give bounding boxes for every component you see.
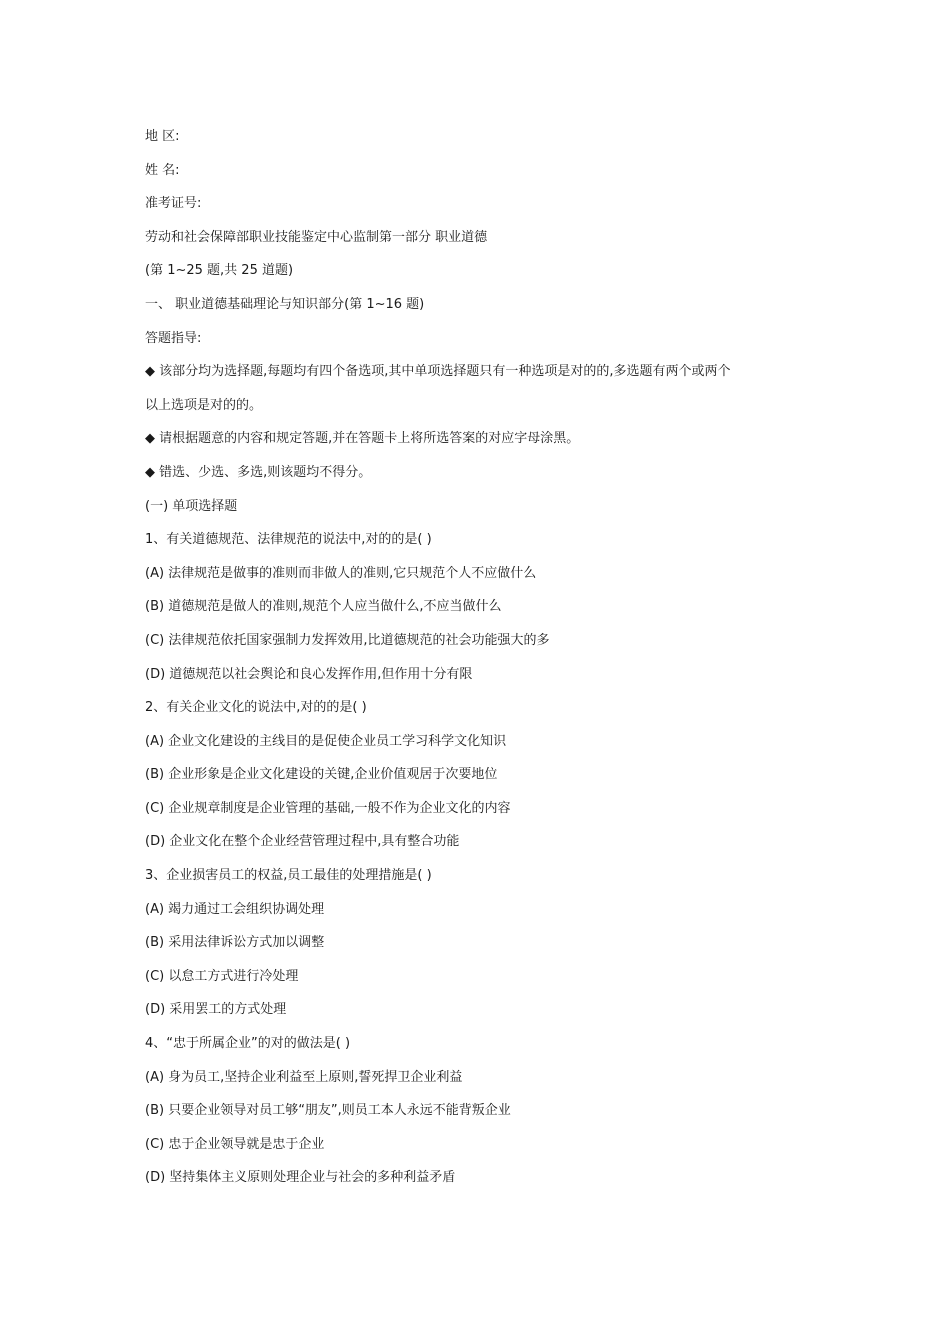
guidance-item: ◆ 请根据题意的内容和规定答题,并在答题卡上将所选答案的对应字母涂黑。 [145,431,580,447]
question-stem: 2、有关企业文化的说法中,对的的是( ) [145,700,367,716]
subsection-heading: (一) 单项选择题 [145,498,238,514]
question-option: (B) 道德规范是做人的准则,规范个人应当做什么,不应当做什么 [145,599,502,615]
question-stem: 4、“忠于所属企业”的对的做法是( ) [145,1036,351,1052]
question-option: (D) 道德规范以社会舆论和良心发挥作用,但作用十分有限 [145,666,473,682]
question-option: (A) 法律规范是做事的准则而非做人的准则,它只规范个人不应做什么 [145,565,537,581]
question-option: (A) 身为员工,坚持企业利益至上原则,誓死捍卫企业利益 [145,1069,463,1085]
document-page [145,127,805,1202]
guidance-item: ◆ 错选、少选、多选,则该题均不得分。 [145,464,372,480]
question-option: (B) 企业形象是企业文化建设的关键,企业价值观居于次要地位 [145,767,498,783]
question-option: (C) 忠于企业领导就是忠于企业 [145,1136,325,1152]
question-option: (D) 采用罢工的方式处理 [145,1002,287,1018]
question-option: (B) 采用法律诉讼方式加以调整 [145,935,325,951]
guidance-heading: 答题指导: [145,330,202,346]
question-range: (第 1~25 题,共 25 道题) [145,263,294,279]
question-option: (A) 竭力通过工会组织协调处理 [145,901,325,917]
guidance-item: ◆ 该部分均为选择题,每题均有四个备选项,其中单项选择题只有一种选项是对的的,多选题有两个或两个 [145,364,731,380]
guidance-item-continued: 以上选项是对的的。 [145,397,263,413]
question-stem: 3、企业损害员工的权益,员工最佳的处理措施是( ) [145,868,432,884]
question-option: (C) 以怠工方式进行冷处理 [145,968,299,984]
question-stem: 1、有关道德规范、法律规范的说法中,对的的是( ) [145,532,432,548]
section-heading: 一、 职业道德基础理论与知识部分(第 1~16 题) [145,296,425,312]
question-option: (B) 只要企业领导对员工够“朋友”,则员工本人永远不能背叛企业 [145,1103,511,1119]
question-option: (D) 坚持集体主义原则处理企业与社会的多种利益矛盾 [145,1170,456,1186]
exam-id-field-label: 准考证号: [145,196,202,212]
region-field-label: 地 区: [145,129,180,144]
document-title: 劳动和社会保障部职业技能鉴定中心监制第一部分 职业道德 [145,229,488,245]
question-option: (C) 法律规范依托国家强制力发挥效用,比道德规范的社会功能强大的多 [145,632,550,648]
question-option: (C) 企业规章制度是企业管理的基础,一般不作为企业文化的内容 [145,800,511,816]
question-option: (A) 企业文化建设的主线目的是促使企业员工学习科学文化知识 [145,733,507,749]
question-option: (D) 企业文化在整个企业经营管理过程中,具有整合功能 [145,834,460,850]
name-field-label: 姓 名: [145,162,180,178]
